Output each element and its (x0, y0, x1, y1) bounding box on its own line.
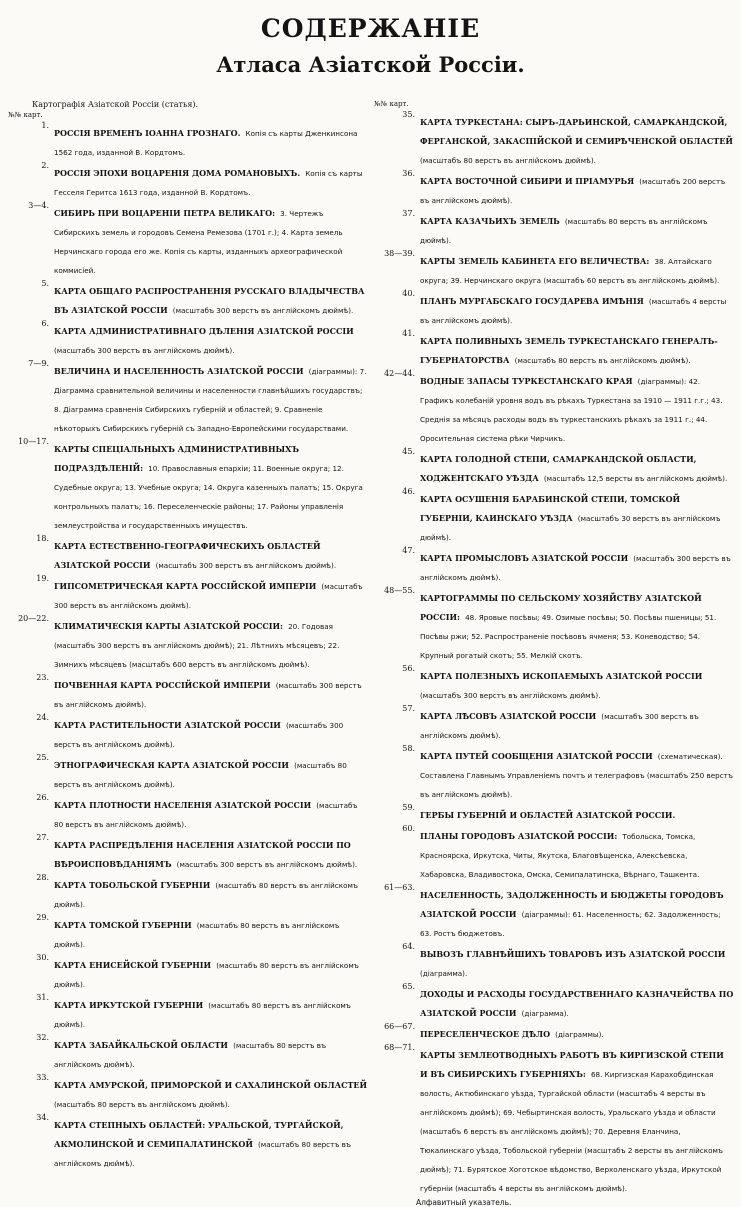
entry-text (420, 803, 734, 822)
entry-number: 58. (402, 744, 415, 753)
entry-number: 61—63. (384, 883, 415, 892)
entry-title: КАРТА ИРКУТСКОЙ ГУБЕРНІИ (54, 1000, 204, 1010)
entry-description: (масштабъ 80 верстъ въ англійскомъ дюймѣ). (420, 217, 708, 245)
alphabetical-index: Алфавитный указатель. (416, 1198, 512, 1207)
entry-description: (масштабъ 300 верстъ въ англійскомъ дюймѣ). (420, 712, 699, 740)
contents-entry (8, 793, 368, 831)
entry-title: КАРТА ЕНИСЕЙСКОЙ ГУБЕРНІИ (54, 960, 212, 970)
entry-description: 38. Алтайскаго округа; 39. Нерчинскаго округа (масштабъ 60 верстъ въ англійскомъ дюймѣ). (420, 257, 720, 285)
entry-description: (масштабъ 300 верстъ въ англійскомъ дюймѣ). (54, 582, 363, 610)
entry-description: (масштабъ 80 верстъ въ англійскомъ дюймѣ). (420, 156, 596, 165)
entry-text (420, 982, 734, 1020)
entry-description: 48. Яровые посѣвы; 49. Озимые посѣвы; 50. Посѣвы пшеницы; 51. Посѣвы ржи; 52. Распространеніе посѣвовъ ячменя; 53. Коневодство; 54. Крупный рогатый скотъ; 55. Мелкій скотъ. (420, 613, 717, 660)
entry-title: КАРТА РАСТИТЕЛЬНОСТИ АЗІАТСКОЙ РОССІИ (54, 720, 281, 730)
contents-entry (8, 574, 368, 612)
contents-entry (8, 753, 368, 791)
entry-text (420, 329, 734, 367)
entry-title: КАРТА ПОЛЕЗНЫХЪ ИСКОПАЕМЫХЪ АЗІАТСКОЙ РОССІИ (420, 671, 703, 681)
entry-description: (масштабъ 12,5 версты въ англійскомъ дюймѣ). (543, 474, 728, 483)
entry-description: (масштабъ 200 верстъ въ англійскомъ дюймѣ). (420, 177, 726, 205)
entry-number: 2. (41, 161, 49, 170)
entry-description: (масштабъ 80 верстъ въ англійскомъ дюймѣ). (54, 1100, 230, 1109)
entry-number: 25. (36, 753, 49, 762)
entry-number: 48—55. (384, 586, 415, 595)
contents-entry (374, 447, 734, 485)
entry-text (420, 289, 734, 327)
entry-description: (масштабъ 80 верстъ въ англійскомъ дюймѣ). (54, 1041, 327, 1069)
entry-description: (масштабъ 80 верстъ въ англійскомъ дюймѣ). (54, 761, 347, 789)
entry-number: 41. (402, 329, 415, 338)
entry-number: 59. (402, 803, 415, 812)
entry-description: (масштабъ 300 верстъ въ англійскомъ дюймѣ). (54, 346, 235, 355)
contents-entry (8, 1033, 368, 1071)
entry-text (54, 833, 368, 871)
entry-text (420, 704, 734, 742)
entry-text (54, 1113, 368, 1170)
contents-entry (374, 209, 734, 247)
entry-title: КАРТА СТЕПНЫХЪ ОБЛАСТЕЙ: УРАЛЬСКОЙ, ТУРГАЙСКОЙ, АКМОЛИНСКОЙ И СЕМИПАЛАТИНСКОЙ (54, 1120, 344, 1149)
entry-title: ВЕЛИЧИНА И НАСЕЛЕННОСТЬ АЗІАТСКОЙ РОССІИ (54, 366, 304, 376)
entry-text (54, 201, 368, 277)
entry-text (420, 942, 734, 980)
entry-text (54, 753, 368, 791)
left-column (8, 100, 368, 1172)
contents-entry (374, 942, 734, 980)
entry-text (54, 1033, 368, 1071)
contents-entry (8, 121, 368, 159)
entry-description: (масштабъ 80 верстъ въ англійскомъ дюймѣ). (54, 881, 358, 909)
entry-title: КАРТА ТОМСКОЙ ГУБЕРНІИ (54, 920, 192, 930)
entry-title: КАРТА ЛѢСОВЪ АЗІАТСКОЙ РОССІИ (420, 711, 597, 721)
entry-number: 38—39. (384, 249, 415, 258)
contents-entry (8, 534, 368, 572)
entry-text (54, 953, 368, 991)
contents-entry (8, 673, 368, 711)
entry-description: (масштабъ 300 верстъ въ англійскомъ дюймѣ). (172, 306, 354, 315)
entry-number: 18. (36, 534, 49, 543)
entry-text (420, 110, 734, 167)
right-column (374, 100, 734, 1207)
entry-title: КАРТА ПОЛИВНЫХЪ ЗЕМЕЛЬ ТУРКЕСТАНСКАГО ГЕНЕРАЛЪ-ГУБЕРНАТОРСТВА (420, 336, 718, 365)
entry-text (54, 1073, 368, 1111)
contents-entry (8, 279, 368, 317)
entry-title: КАРТА ТОБОЛЬСКОЙ ГУБЕРНІИ (54, 880, 211, 890)
contents-entry (374, 329, 734, 367)
entry-title: КАРТА РАСПРЕДѢЛЕНІЯ НАСЕЛЕНІЯ АЗІАТСКОЙ РОССІИ ПО ВѢРОИСПОВѢДАНІЯМЪ (54, 840, 351, 869)
entry-number: 42—44. (384, 369, 415, 378)
entry-description: (схематическая). Составлена Главнымъ Управленіемъ почтъ и телеграфовъ (масштабъ 250 верстъ въ англійскомъ дюймѣ). (420, 752, 733, 799)
entry-description: (масштабъ 300 верстъ въ англійскомъ дюймѣ). (54, 721, 344, 749)
entry-text (54, 279, 368, 317)
contents-entry (374, 883, 734, 940)
entry-text (54, 713, 368, 751)
entry-text (420, 169, 734, 207)
entry-title: ПЕРЕСЕЛЕНЧЕСКОЕ ДѢЛО (420, 1029, 551, 1039)
entry-number: 24. (36, 713, 49, 722)
contents-entry (374, 249, 734, 287)
entry-number: 66—67. (384, 1022, 415, 1031)
entry-title: КАРТА АДМИНИСТРАТИВНАГО ДѢЛЕНІЯ АЗІАТСКОЙ РОССІИ (54, 326, 354, 336)
contents-entry (374, 110, 734, 167)
entry-description: (масштабъ 30 верстъ въ англійскомъ дюймѣ). (420, 514, 721, 542)
entry-number: 10—17. (18, 437, 49, 446)
contents-entry (374, 369, 734, 445)
entry-text (420, 249, 734, 287)
entry-number: 32. (36, 1033, 49, 1042)
entry-description: (масштабъ 80 верстъ въ англійскомъ дюймѣ). (54, 1140, 351, 1168)
intro-line: Картографія Азіатской Россіи (статья). (32, 100, 199, 109)
entry-description: (масштабъ 300 верстъ въ англійскомъ дюймѣ). (176, 860, 358, 869)
entry-title: ВОДНЫЕ ЗАПАСЫ ТУРКЕСТАНСКАГО КРАЯ (420, 376, 633, 386)
entry-text (420, 664, 734, 702)
entry-title: КАРТА АМУРСКОЙ, ПРИМОРСКОЙ И САХАЛИНСКОЙ ОБЛАСТЕЙ (54, 1080, 368, 1090)
entry-description: (масштабъ 80 верстъ въ англійскомъ дюймѣ). (514, 356, 691, 365)
entry-title: КАРТА ПУТЕЙ СООБЩЕНІЯ АЗІАТСКОЙ РОССІИ (420, 751, 653, 761)
entry-number: 37. (402, 209, 415, 218)
entry-number: 64. (402, 942, 415, 951)
entry-description: (масштабъ 4 версты въ англійскомъ дюймѣ). (420, 297, 727, 325)
contents-entry (374, 169, 734, 207)
entry-title: КАРТА ПЛОТНОСТИ НАСЕЛЕНІЯ АЗІАТСКОЙ РОССІИ (54, 800, 312, 810)
contents-entry (374, 982, 734, 1020)
entry-title: ДОХОДЫ И РАСХОДЫ ГОСУДАРСТВЕННАГО КАЗНАЧЕЙСТВА ПО АЗІАТСКОЙ РОССІИ (420, 989, 734, 1018)
entry-number: 7—9. (28, 359, 49, 368)
entry-number: 1. (41, 121, 49, 130)
entry-description: (діаграмма). (521, 1009, 569, 1018)
entry-text (420, 744, 734, 801)
entry-description: 20. Годовая (масштабъ 300 верстъ въ англійскомъ дюймѣ); 21. Лѣтнихъ мѣсяцевъ; 22. Зимнихъ мѣсяцевъ (масштабъ 600 верстъ въ англійскомъ дюймѣ). (54, 622, 340, 669)
entry-number: 46. (402, 487, 415, 496)
entry-description: (масштабъ 300 верстъ въ англійскомъ дюймѣ). (54, 681, 362, 709)
entry-text (420, 369, 734, 445)
entry-title: ГЕРБЫ ГУБЕРНІЙ И ОБЛАСТЕЙ АЗІАТСКОЙ РОССІИ. (420, 810, 676, 820)
entry-number: 34. (36, 1113, 49, 1122)
contents-entry (374, 1043, 734, 1195)
entry-title: ГИПСОМЕТРИЧЕСКАЯ КАРТА РОССІЙСКОЙ ИМПЕРІИ (54, 581, 317, 591)
entry-description: (масштабъ 80 верстъ въ англійскомъ дюймѣ). (54, 1001, 351, 1029)
right-entries (374, 110, 734, 1195)
contents-entry (374, 744, 734, 801)
contents-entry (374, 1022, 734, 1041)
contents-entry (8, 873, 368, 911)
entry-description: (масштабъ 300 верстъ въ англійскомъ дюймѣ). (420, 554, 731, 582)
entry-text (54, 359, 368, 435)
left-entries (8, 121, 368, 1170)
entry-number: 35. (402, 110, 415, 119)
contents-entry (374, 803, 734, 822)
entry-text (54, 673, 368, 711)
contents-entry (374, 487, 734, 544)
entry-text (420, 487, 734, 544)
entry-title: КЛИМАТИЧЕСКІЯ КАРТЫ АЗІАТСКОЙ РОССІИ: (54, 621, 284, 631)
entry-title: КАРТА ЕСТЕСТВЕННО-ГЕОГРАФИЧЕСКИХЪ ОБЛАСТЕЙ АЗІАТСКОЙ РОССІИ (54, 541, 321, 570)
contents-entry (374, 704, 734, 742)
entry-number: 26. (36, 793, 49, 802)
entry-number: 45. (402, 447, 415, 456)
entry-number: 65. (402, 982, 415, 991)
entry-title: КАРТА ТУРКЕСТАНА: СЫРЪ-ДАРЬИНСКОЙ, САМАРКАНДСКОЙ, ФЕРГАНСКОЙ, ЗАКАСПІЙСКОЙ И СЕМИРѢЧЕНСКОЙ ОБЛАСТЕЙ (420, 117, 733, 146)
entry-description: 3. Чертежъ Сибирскихъ земель и городовъ Семена Ремезова (1701 г.); 4. Карта земель Нерчинскаго города его же. Копія съ карты, изданныхъ археографической коммисіей. (54, 209, 343, 275)
contents-entry (8, 437, 368, 532)
entry-title: СИБИРЬ ПРИ ВОЦАРЕНІИ ПЕТРА ВЕЛИКАГО: (54, 208, 276, 218)
contents-entry (374, 586, 734, 662)
entry-number: 47. (402, 546, 415, 555)
entry-title: ПОЧВЕННАЯ КАРТА РОССІЙСКОЙ ИМПЕРІИ (54, 680, 271, 690)
entry-number: 20—22. (18, 614, 49, 623)
entry-text (54, 793, 368, 831)
entry-title: КАРТОГРАММЫ ПО СЕЛЬСКОМУ ХОЗЯЙСТВУ АЗІАТСКОЙ РОССІИ: (420, 593, 702, 622)
entry-text (420, 883, 734, 940)
entry-text (420, 447, 734, 485)
page-title: СОДЕРЖАНІЕ (260, 14, 481, 43)
entry-text (420, 1043, 734, 1195)
entry-description: (діаграммы): 61. Населенность; 62. Задолженность; 63. Ростъ бюджетовъ. (420, 910, 721, 938)
entry-title: РОССІЯ ВРЕМЕНЪ ІОАННА ГРОЗНАГО. (54, 128, 241, 138)
contents-entry (8, 833, 368, 871)
contents-entry (374, 664, 734, 702)
entry-title: КАРТЫ ЗЕМЕЛЬ КАБИНЕТА ЕГО ВЕЛИЧЕСТВА: (420, 256, 650, 266)
entry-title: ПЛАНЪ МУРГАБСКАГО ГОСУДАРЕВА ИМѢНІЯ (420, 296, 644, 306)
entry-description: (масштабъ 300 верстъ въ англійскомъ дюймѣ). (155, 561, 337, 570)
entry-text (54, 437, 368, 532)
column-header-left: №№ карт. (8, 111, 43, 119)
contents-entry (8, 993, 368, 1031)
entry-number: 29. (36, 913, 49, 922)
entry-title: ЭТНОГРАФИЧЕСКАЯ КАРТА АЗІАТСКОЙ РОССІИ (54, 760, 289, 770)
contents-entry (8, 614, 368, 671)
entry-text (54, 319, 368, 357)
column-header-right: №№ карт. (374, 100, 409, 108)
entry-title: КАРТА ВОСТОЧНОЙ СИБИРИ И ПРІАМУРЬЯ (420, 176, 635, 186)
entry-text (54, 614, 368, 671)
entry-number: 28. (36, 873, 49, 882)
entry-description: (масштабъ 300 верстъ въ англійскомъ дюймѣ). (420, 691, 601, 700)
contents-entry (8, 161, 368, 199)
contents-entry (8, 319, 368, 357)
entry-number: 31. (36, 993, 49, 1002)
entry-text (54, 873, 368, 911)
entry-text (54, 913, 368, 951)
entry-text (420, 209, 734, 247)
entry-number: 27. (36, 833, 49, 842)
entry-number: 23. (36, 673, 49, 682)
entry-title: НАСЕЛЕННОСТЬ, ЗАДОЛЖЕННОСТЬ И БЮДЖЕТЫ ГОРОДОВЪ АЗІАТСКОЙ РОССІИ (420, 890, 724, 919)
entry-title: КАРТА ОСУШЕНІЯ БАРАБИНСКОЙ СТЕПИ, ТОМСКОЙ ГУБЕРНІИ, КАИНСКАГО УѢЗДА (420, 494, 681, 523)
entry-text (420, 824, 734, 881)
entry-description: (діаграмма). (420, 969, 468, 978)
entry-number: 30. (36, 953, 49, 962)
entry-title: ПЛАНЫ ГОРОДОВЪ АЗІАТСКОЙ РОССІИ: (420, 831, 618, 841)
entry-text (54, 574, 368, 612)
entry-title: КАРТЫ ЗЕМЛЕОТВОДНЫХЪ РАБОТЪ ВЪ КИРГИЗСКОЙ СТЕПИ И ВЪ СИБИРСКИХЪ ГУБЕРНІЯХЪ: (420, 1050, 724, 1079)
entry-description: (діаграммы): 42. Графикъ колебаній уровня водъ въ рѣкахъ Туркестана за 1910 — 1911 г.г.; 43. Среднія за мѣсяцъ расходы водъ въ туркестанскихъ рѣкахъ за 1911 г.; 44. Оросительная система рѣки Чирчикъ. (420, 377, 723, 443)
entry-number: 57. (402, 704, 415, 713)
entry-description: (діаграммы): 7. Діаграмма сравнительной величины и населенности главнѣйшихъ государствъ; 8. Діаграмма сравненія Сибирскихъ губерній и областей; 9. Сравненіе нѣкоторыхъ Сибирскихъ губерній съ Западно-Европейскими государствами. (54, 367, 367, 433)
entry-number: 60. (402, 824, 415, 833)
entry-title: ВЫВОЗЪ ГЛАВНѢЙШИХЪ ТОВАРОВЪ ИЗЪ АЗІАТСКОЙ РОССІИ (420, 949, 726, 959)
entry-number: 68—71. (384, 1043, 415, 1052)
entry-description: Копія съ карты Гесселя Геритса 1613 года, изданной В. Кордтомъ. (54, 169, 363, 197)
entry-text (420, 1022, 734, 1041)
entry-description: Копія съ карты Дженкинсона 1562 года, изданной В. Кордтомъ. (54, 129, 358, 157)
contents-entry (8, 1073, 368, 1111)
contents-entry (8, 913, 368, 951)
entry-title: КАРТА ГОЛОДНОЙ СТЕПИ, САМАРКАНДСКОЙ ОБЛАСТИ, ХОДЖЕНТСКАГО УѢЗДА (420, 454, 697, 483)
entry-title: КАРТА ЗАБАЙКАЛЬСКОЙ ОБЛАСТИ (54, 1040, 228, 1050)
entry-description: (масштабъ 80 верстъ въ англійскомъ дюймѣ). (54, 801, 358, 829)
entry-number: 3—4. (28, 201, 49, 210)
entry-number: 19. (36, 574, 49, 583)
contents-entry (374, 289, 734, 327)
contents-entry (8, 359, 368, 435)
entry-number: 6. (41, 319, 49, 328)
entry-number: 33. (36, 1073, 49, 1082)
page-subtitle: Атласа Азіатской Россіи. (216, 52, 525, 77)
entry-number: 40. (402, 289, 415, 298)
entry-description: (діаграммы). (555, 1030, 604, 1039)
entry-text (420, 546, 734, 584)
contents-entry (8, 953, 368, 991)
entry-description: (масштабъ 80 верстъ въ англійскомъ дюймѣ). (54, 921, 340, 949)
entry-description: 10. Православныя епархіи; 11. Военные округа; 12. Судебные округа; 13. Учебные округа; 14. Округа казенныхъ палатъ; 15. Округа контрольныхъ палатъ; 16. Переселенческіе районы; 17. Районы управленія землеустройства и государственныхъ имуществъ. (54, 464, 363, 530)
entry-description: Тобольска, Томска, Красноярска, Иркутска, Читы, Якутска, Благовѣщенска, Алексѣевска, Хабаровска, Владивостока, Омска, Семипалатинска, Вѣрнаго, Ташкента. (420, 832, 700, 879)
contents-entry (374, 824, 734, 881)
contents-entry (8, 1113, 368, 1170)
entry-text (54, 534, 368, 572)
entry-number: 56. (402, 664, 415, 673)
entry-description: 68. Киргизская Карахобдинская волость, Актюбинскаго уѣзда, Тургайской области (масштабъ 4 версты въ англійскомъ дюймѣ); 69. Чебыртинская волость, Уральскаго уѣзда и области (масштабъ 6 верстъ въ англійскомъ дюймѣ); 70. Деревня Еланчина, Тюкалинскаго уѣзда, Тобольской губерніи (масштабъ 2 версты въ англійскомъ дюймѣ); 71. Бурятское Хоготское вѣдомство, Верхоленскаго уѣзда, Иркутской губерніи (масштабъ 4 версты въ англійскомъ дюймѣ). (420, 1070, 724, 1193)
contents-entry (8, 713, 368, 751)
entry-title: КАРТА ОБЩАГО РАСПРОСТРАНЕНІЯ РУССКАГО ВЛАДЫЧЕСТВА ВЪ АЗІАТСКОЙ РОССІИ (54, 286, 365, 315)
entry-text (54, 161, 368, 199)
entry-title: КАРТА ПРОМЫСЛОВЪ АЗІАТСКОЙ РОССІИ (420, 553, 629, 563)
entry-text (54, 993, 368, 1031)
entry-text (420, 586, 734, 662)
contents-entry (374, 546, 734, 584)
entry-text (54, 121, 368, 159)
entry-title: КАРТЫ СПЕЦІАЛЬНЫХЪ АДМИНИСТРАТИВНЫХЪ ПОДРАЗДѢЛЕНІЙ: (54, 444, 299, 473)
entry-title: РОССІЯ ЭПОХИ ВОЦАРЕНІЯ ДОМА РОМАНОВЫХЪ. (54, 168, 301, 178)
entry-number: 5. (41, 279, 49, 288)
entry-title: КАРТА КАЗАЧЬИХЪ ЗЕМЕЛЬ (420, 216, 560, 226)
entry-number: 36. (402, 169, 415, 178)
entry-description: (масштабъ 80 верстъ въ англійскомъ дюймѣ). (54, 961, 359, 989)
contents-entry (8, 201, 368, 277)
